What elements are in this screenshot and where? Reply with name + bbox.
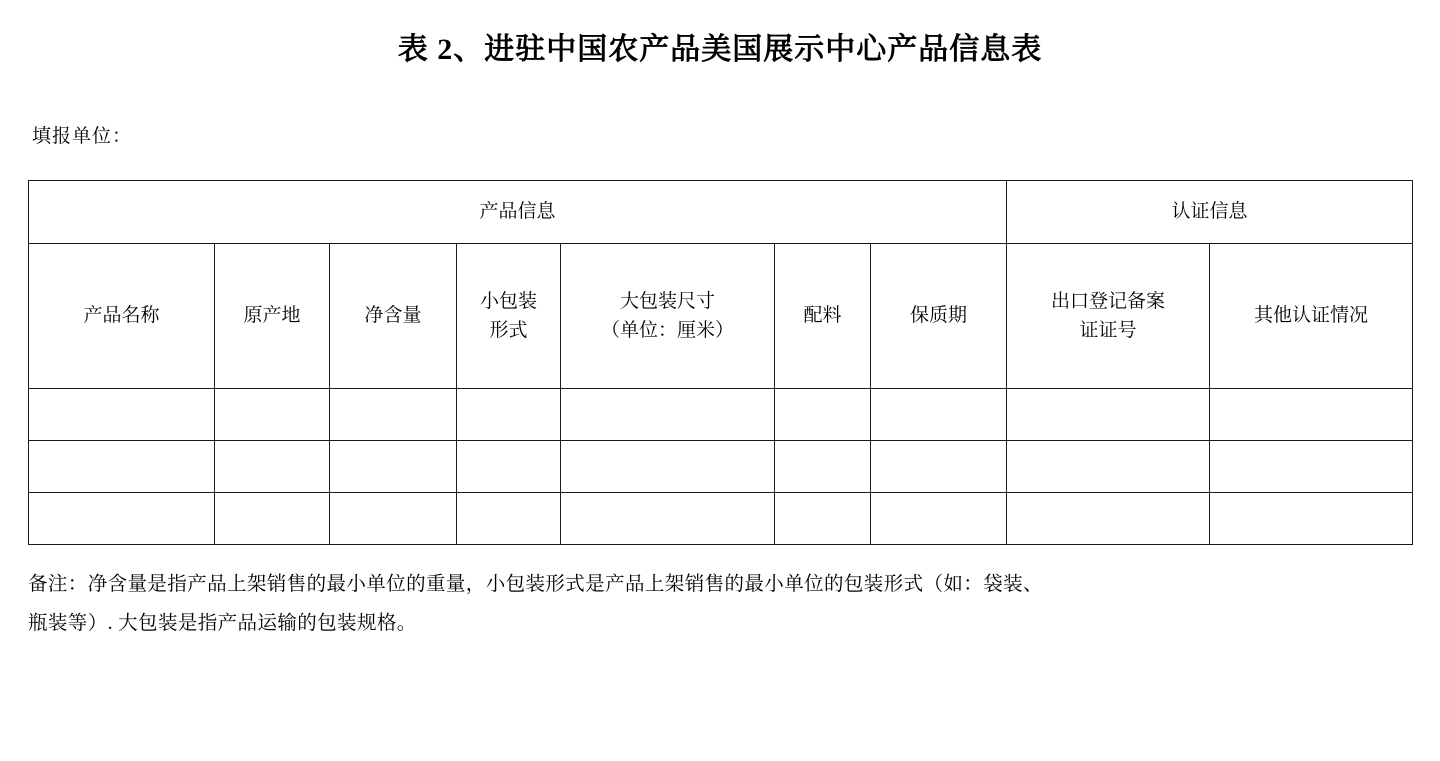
table-cell[interactable] bbox=[561, 389, 775, 441]
table-cell[interactable] bbox=[457, 441, 561, 493]
table-cell[interactable] bbox=[330, 441, 457, 493]
table-cell[interactable] bbox=[871, 493, 1007, 545]
product-info-table bbox=[28, 180, 1413, 545]
column-header-shelf-life: 保质期 bbox=[871, 244, 1007, 389]
table-cell[interactable] bbox=[457, 389, 561, 441]
table-column-header-row bbox=[29, 244, 1413, 389]
table-row bbox=[29, 493, 1413, 545]
table-cell[interactable] bbox=[1210, 493, 1413, 545]
column-header-product-name: 产品名称 bbox=[29, 244, 215, 389]
table-cell[interactable] bbox=[561, 493, 775, 545]
column-header-other-certification: 其他认证情况 bbox=[1210, 244, 1413, 389]
reporting-unit-label: 填报单位： bbox=[32, 126, 133, 147]
column-header-large-package-size-line1: 大包装尺寸 bbox=[619, 290, 715, 312]
table-cell[interactable] bbox=[330, 389, 457, 441]
table-group-header-row bbox=[29, 181, 1413, 244]
table-note-line-1: 备注：净含量是指产品上架销售的最小单位的重量，小包装形式是产品上架销售的最小单位的包装形式（如：袋装、 bbox=[28, 574, 1043, 595]
group-header-product-info: 产品信息 bbox=[29, 181, 1007, 244]
column-header-export-registration-number-line2: 证证号 bbox=[1079, 320, 1137, 341]
table-cell[interactable] bbox=[871, 389, 1007, 441]
table-cell[interactable] bbox=[775, 493, 871, 545]
table-cell[interactable] bbox=[1210, 441, 1413, 493]
column-header-ingredients: 配料 bbox=[775, 244, 871, 389]
column-header-origin: 原产地 bbox=[215, 244, 330, 389]
column-header-net-content: 净含量 bbox=[330, 244, 457, 389]
table-cell[interactable] bbox=[1007, 493, 1210, 545]
document-page bbox=[0, 30, 1440, 761]
table-cell[interactable] bbox=[215, 441, 330, 493]
table-row bbox=[29, 389, 1413, 441]
column-header-small-package-form-line1: 小包装 bbox=[479, 290, 537, 312]
column-header-export-registration-number-line1: 出口登记备案 bbox=[1051, 290, 1166, 312]
table-cell[interactable] bbox=[775, 389, 871, 441]
group-header-certification-info: 认证信息 bbox=[1007, 181, 1413, 244]
column-header-export-registration-number bbox=[1007, 244, 1210, 389]
table-cell[interactable] bbox=[29, 493, 215, 545]
table-cell[interactable] bbox=[215, 389, 330, 441]
table-cell[interactable] bbox=[457, 493, 561, 545]
page-title: 表 2、进驻中国农产品美国展示中心产品信息表 bbox=[397, 33, 1043, 66]
table-cell[interactable] bbox=[215, 493, 330, 545]
column-header-small-package-form bbox=[457, 244, 561, 389]
table-row bbox=[29, 441, 1413, 493]
table-cell[interactable] bbox=[1007, 389, 1210, 441]
table-cell[interactable] bbox=[29, 389, 215, 441]
column-header-large-package-size-line2: （单位：厘米） bbox=[600, 320, 734, 341]
table-note bbox=[28, 565, 1412, 643]
table-cell[interactable] bbox=[871, 441, 1007, 493]
table-cell[interactable] bbox=[29, 441, 215, 493]
table-cell[interactable] bbox=[561, 441, 775, 493]
column-header-small-package-form-line2: 形式 bbox=[489, 320, 528, 341]
column-header-large-package-size bbox=[561, 244, 775, 389]
table-cell[interactable] bbox=[330, 493, 457, 545]
table-cell[interactable] bbox=[1007, 441, 1210, 493]
table-cell[interactable] bbox=[775, 441, 871, 493]
table-cell[interactable] bbox=[1210, 389, 1413, 441]
table-note-line-2: 瓶装等）. 大包装是指产品运输的包装规格。 bbox=[28, 613, 417, 634]
